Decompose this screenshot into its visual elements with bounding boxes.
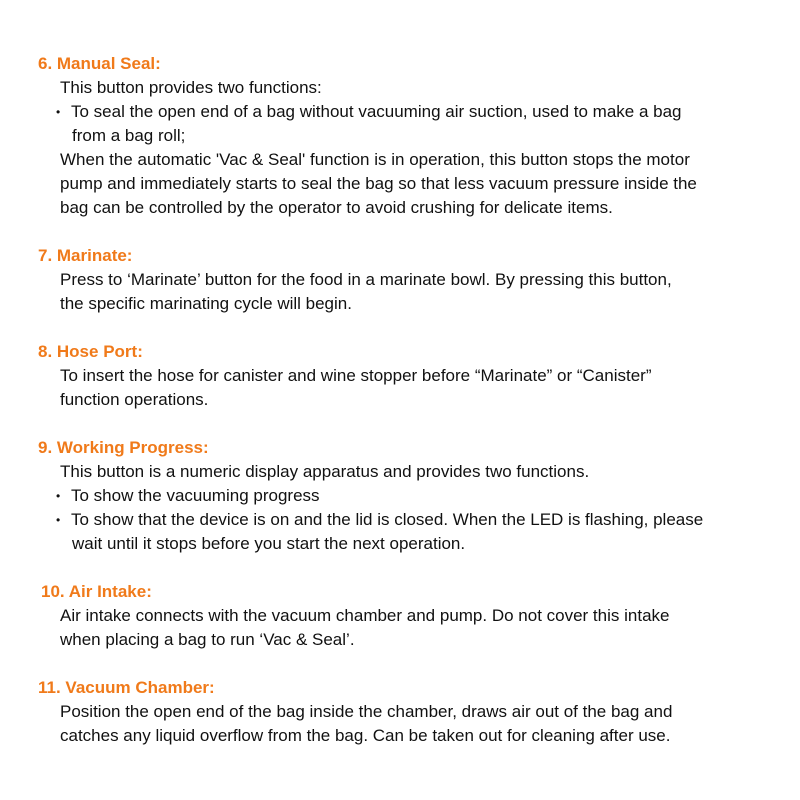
bullet-text: To show the vacuuming progress: [71, 486, 320, 505]
section-heading: 11. Vacuum Chamber:: [38, 678, 215, 697]
section-air-intake: [41, 580, 771, 652]
section-heading: 6. Manual Seal:: [38, 54, 161, 73]
bullet-text-continued: from a bag roll;: [72, 126, 186, 145]
paragraph-line: the specific marinating cycle will begin.: [60, 294, 352, 313]
bullet-item: [38, 508, 768, 532]
section-heading: 8. Hose Port:: [38, 342, 143, 361]
paragraph-line: When the automatic 'Vac & Seal' function is in operation, this button stops the motor: [60, 150, 690, 169]
paragraph-line: bag can be controlled by the operator to avoid crushing for delicate items.: [60, 198, 613, 217]
bullet-text: To show that the device is on and the lid is closed. When the LED is flashing, please: [71, 510, 704, 529]
bullet-icon: •: [56, 105, 61, 119]
paragraph-line: when placing a bag to run ‘Vac & Seal’.: [60, 630, 355, 649]
bullet-text-continued: wait until it stops before you start the next operation.: [72, 534, 466, 553]
section-hose-port: [38, 340, 768, 412]
section-heading: 7. Marinate:: [38, 246, 133, 265]
section-heading: 10. Air Intake:: [41, 582, 152, 601]
bullet-icon: •: [56, 513, 61, 527]
section-vacuum-chamber: [38, 676, 768, 748]
paragraph-line: Air intake connects with the vacuum chamber and pump. Do not cover this intake: [60, 606, 670, 625]
section-heading: 9. Working Progress:: [38, 438, 209, 457]
bullet-item: [38, 100, 768, 124]
section-marinate: [38, 244, 768, 316]
paragraph-line: catches any liquid overflow from the bag. Can be taken out for cleaning after use.: [60, 726, 671, 745]
bullet-item: [38, 484, 768, 508]
paragraph-line: function operations.: [60, 390, 209, 409]
section-intro: This button provides two functions:: [60, 78, 322, 97]
paragraph-line: pump and immediately starts to seal the bag so that less vacuum pressure inside the: [60, 174, 697, 193]
paragraph-line: Press to ‘Marinate’ button for the food in a marinate bowl. By pressing this button,: [60, 270, 672, 289]
paragraph-line: To insert the hose for canister and wine stopper before “Marinate” or “Canister”: [60, 366, 652, 385]
section-intro: This button is a numeric display apparatus and provides two functions.: [60, 462, 590, 481]
paragraph-line: Position the open end of the bag inside the chamber, draws air out of the bag and: [60, 702, 673, 721]
bullet-icon: •: [56, 489, 61, 503]
section-manual-seal: [38, 52, 768, 220]
section-working-progress: [38, 436, 768, 556]
bullet-text: To seal the open end of a bag without vacuuming air suction, used to make a bag: [71, 102, 682, 121]
